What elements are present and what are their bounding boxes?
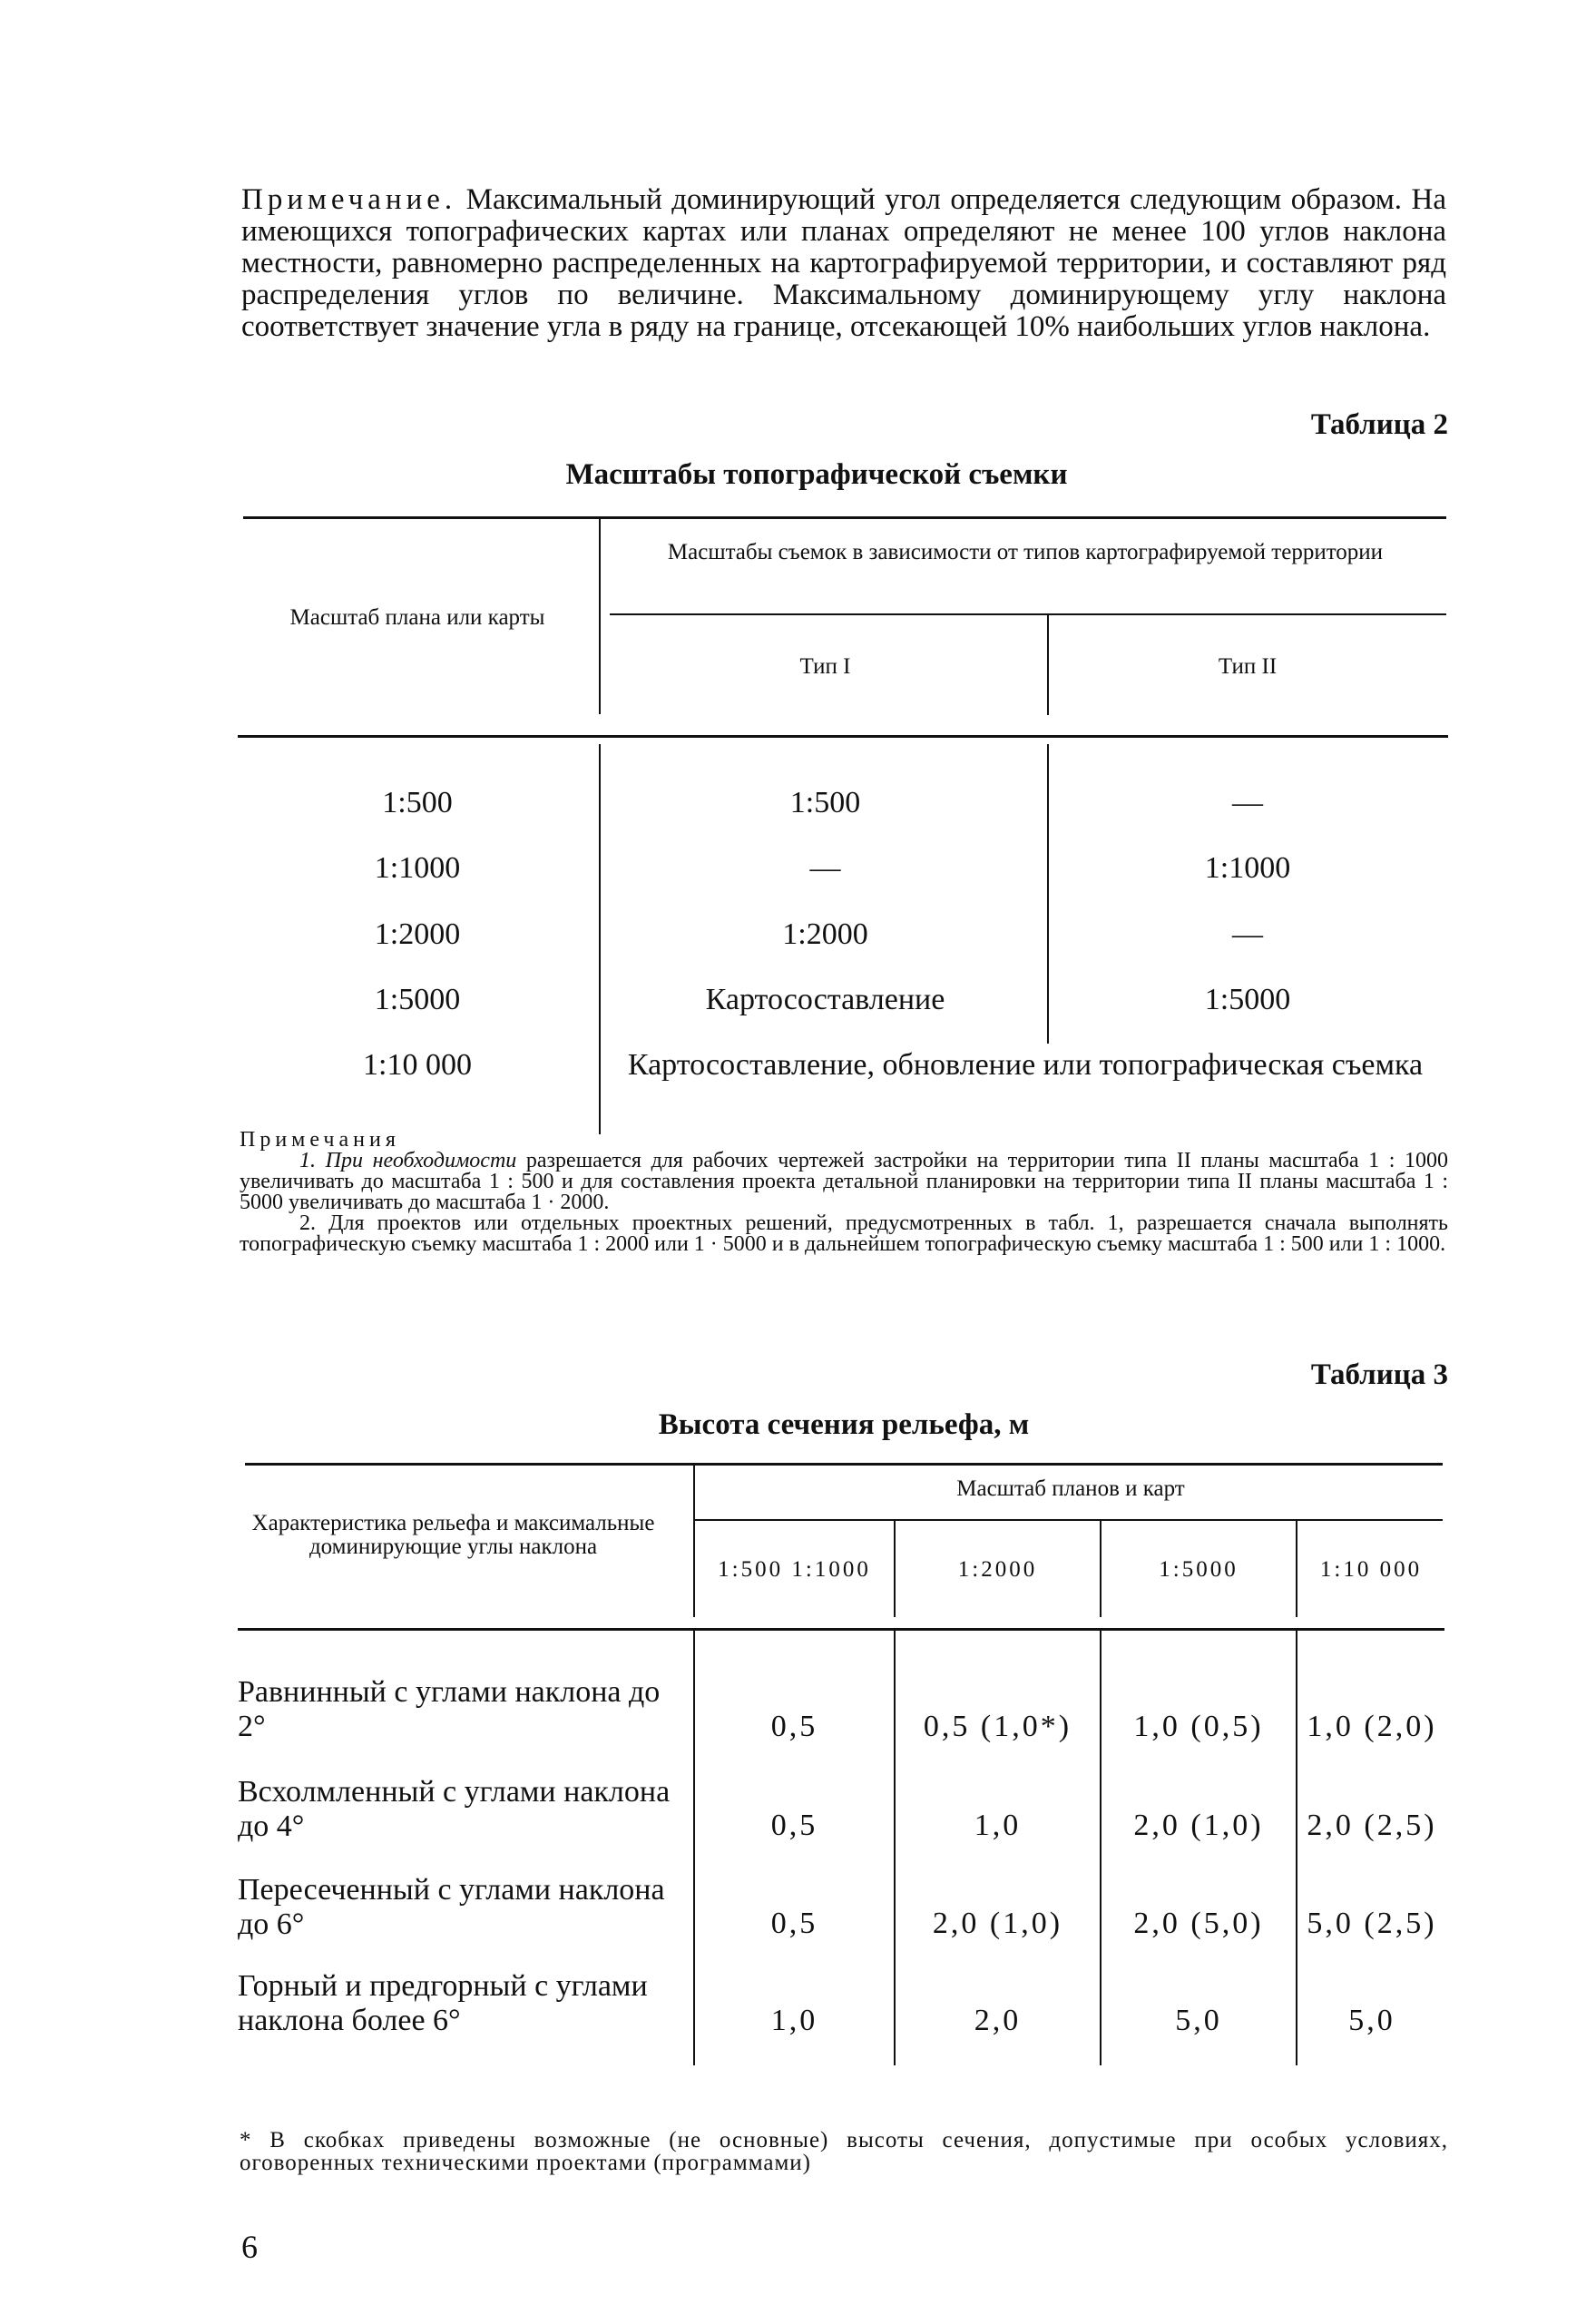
table3-header-rule — [238, 1628, 1444, 1631]
table2-row3-scale: 1:2000 — [374, 917, 461, 951]
table3-row4-v3: 5,0 — [1175, 2004, 1222, 2037]
table3-row4-label: Горный и предгорный с углами наклона более 6° — [238, 1969, 648, 2037]
note-label: Примечание. — [241, 183, 457, 216]
note-1 — [240, 1151, 1448, 1213]
table2-header-divider — [599, 519, 601, 714]
table2-header-rule — [238, 735, 1448, 738]
table3-group-rule — [695, 1519, 1443, 1521]
table3-title: Высота сечения рельефа, м — [658, 1408, 1030, 1441]
table3-row2-v4: 2,0 (2,5) — [1307, 1809, 1437, 1842]
note-1-text: разрешается для рабочих чертежей застройки на территории типа II планы масштаба 1 : 1000 увеличивать до масштаба 1 : 500 и для составления проекта детальной планировки на территории типа II планы масштаба 1 : 5000 увеличивать до масштаба 1 · 2000. — [240, 1149, 1449, 1214]
table2-row2-scale: 1:1000 — [374, 851, 461, 885]
table3-row1-v2: 0,5 (1,0*) — [923, 1710, 1072, 1743]
table2-top-rule — [243, 516, 1446, 519]
table2-row3-type1: 1:2000 — [782, 917, 868, 951]
note-1-lead: 1. При необходимости — [299, 1149, 517, 1172]
table3-row4-v1: 1,0 — [770, 2004, 818, 2037]
table2-title: Масштабы топографической съемки — [565, 458, 1068, 491]
table2-group-rule — [610, 613, 1446, 615]
table2-row2-type1: — — [809, 851, 841, 885]
intro-paragraph — [241, 184, 1446, 343]
table3-header-divider — [693, 1465, 695, 1617]
table2-caption: Таблица 2 — [1310, 408, 1448, 441]
table3-row4-v4: 5,0 — [1348, 2004, 1395, 2037]
intro-text: Максимальный доминирующий угол определяется следующим образом. На имеющихся топографических картах или планах определяют не менее 100 углов наклона местности, равномерно распределенных на картографируемой территории, и составляют ряд распределения углов по величине. Максимальному доминирующему углу наклона соответствует значение угла в ряду на границе, отсекающей 10% наибольших углов наклона. — [241, 183, 1446, 343]
table3-col1-header: Характеристика рельефа и максимальные доминирующие углы наклона — [251, 1511, 655, 1559]
page-number: 6 — [241, 2229, 258, 2265]
table2-type2-header: Тип II — [1218, 654, 1278, 679]
table2-row3-type2: — — [1232, 917, 1263, 951]
table3-top-rule — [245, 1463, 1443, 1466]
table3-row3-v1: 0,5 — [770, 1907, 818, 1940]
table2-row4-scale: 1:5000 — [374, 983, 461, 1016]
table2-row4-type1: Картосоставление — [705, 983, 945, 1016]
table2-row5-merged: Картосоставление, обновление или топографическая съемка — [627, 1048, 1424, 1082]
table3-row3-v2: 2,0 (1,0) — [932, 1907, 1063, 1940]
table3-row1-label: Равнинный с углами наклона до 2° — [238, 1675, 661, 1743]
table2-notes — [240, 1130, 1448, 1255]
table2-type1-header: Тип I — [799, 654, 851, 679]
table3-row1-v1: 0,5 — [770, 1710, 818, 1743]
table3-scale-1: 1:500 1:1000 — [718, 1557, 871, 1582]
table3-scale-3: 1:5000 — [1159, 1557, 1239, 1582]
table2-row2-type2: 1:1000 — [1204, 851, 1291, 885]
table3-row1-v3: 1,0 (0,5) — [1133, 1710, 1264, 1743]
table3-group-header: Масштаб планов и карт — [956, 1476, 1185, 1501]
table3-row4-v2: 2,0 — [974, 2004, 1022, 2037]
table2-col1-header: Масштаб плана или карты — [289, 605, 545, 630]
table3-body-divider-2 — [1100, 1630, 1102, 2065]
table3-scale-2: 1:2000 — [957, 1557, 1038, 1582]
table3-caption: Таблица 3 — [1310, 1358, 1448, 1391]
table3-body-divider-3 — [1296, 1630, 1297, 2065]
table3-row2-label: Всхолмленный с углами наклона до 4° — [238, 1775, 671, 1843]
table3-footnote: * В скобках приведены возможные (не основные) высоты сечения, допустимые при особых условиях, оговоренных техническими проектами (программами) — [240, 2128, 1448, 2175]
table2-group-header: Масштабы съемок в зависимости от типов картографируемой территории — [667, 540, 1384, 564]
table2-row5-scale: 1:10 000 — [363, 1048, 472, 1082]
table3-body-divider-0 — [693, 1630, 695, 2065]
table3-row2-v2: 1,0 — [974, 1809, 1022, 1842]
notes-heading: Примечания — [240, 1128, 400, 1152]
table3-row3-label: Пересеченный с углами наклона до 6° — [238, 1873, 665, 1941]
table3-body-divider-1 — [894, 1630, 896, 2065]
note-2: 2. Для проектов или отдельных проектных решений, предусмотренных в табл. 1, разрешается сначала выполнять топографическую съемку масштаба 1 : 2000 или 1 · 5000 и в дальнейшем топографическую съемку масштаба 1 : 500 или 1 : 1000. — [240, 1211, 1448, 1256]
table3-row3-v3: 2,0 (5,0) — [1133, 1907, 1264, 1940]
table2-row1-type1: 1:500 — [789, 786, 861, 819]
table2-row4-type2: 1:5000 — [1204, 983, 1291, 1016]
table3-row1-v4: 1,0 (2,0) — [1307, 1710, 1437, 1743]
table2-row1-type2: — — [1232, 786, 1263, 819]
table3-scale-4: 1:10 000 — [1319, 1557, 1423, 1582]
table3-row2-v1: 0,5 — [770, 1809, 818, 1842]
table2-body-divider-1 — [599, 744, 601, 1134]
table3-row2-v3: 2,0 (1,0) — [1133, 1809, 1264, 1842]
table3-row3-v4: 5,0 (2,5) — [1307, 1907, 1437, 1940]
table2-row1-scale: 1:500 — [382, 786, 453, 819]
